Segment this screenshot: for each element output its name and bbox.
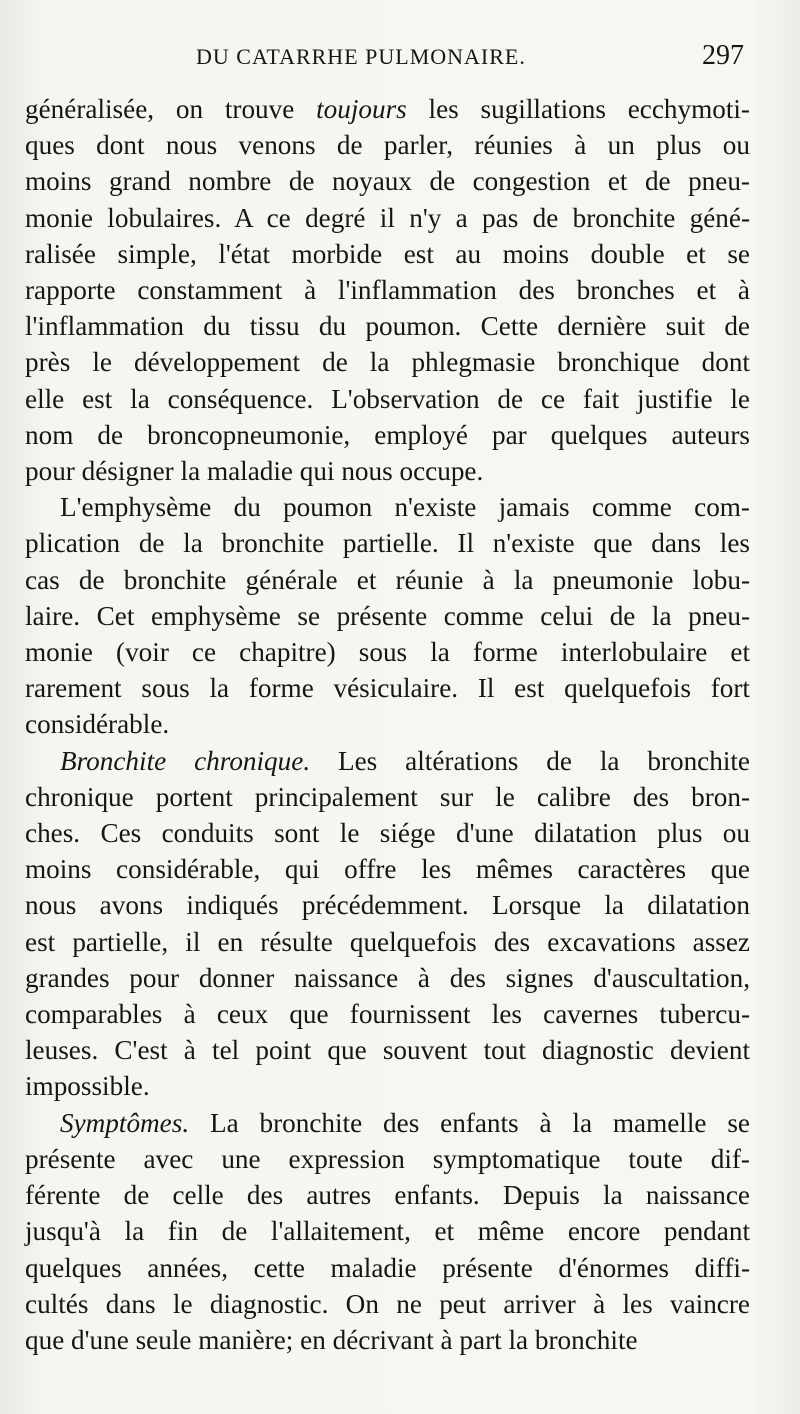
italic-term: Bronchite chronique. [60, 745, 311, 776]
text-line [25, 634, 750, 670]
line-text: cultés dans le diagnostic. On ne peut arriver à les vaincre [25, 1288, 750, 1319]
line-text: pour désigner la maladie qui nous occupe. [25, 456, 484, 487]
line-text: nom de broncopneumonie, employé par quelques auteurs [25, 419, 750, 450]
text-line [25, 960, 750, 996]
text-line [25, 743, 750, 779]
body-text [25, 91, 750, 1358]
line-text: présente avec une expression symptomatique toute dif- [25, 1143, 750, 1174]
line-text: jusqu'à la fin de l'allaitement, et même encore pendant [25, 1216, 750, 1247]
text-line [25, 1286, 750, 1322]
line-text: est partielle, il en résulte quelquefois des excavations assez [25, 926, 750, 957]
page-header [0, 40, 800, 80]
italic-term: toujours [316, 94, 407, 124]
line-text: que d'une seule manière; en décrivant à part la bronchite [25, 1324, 638, 1355]
line-text: comparables à ceux que fournissent les cavernes tubercu- [25, 999, 750, 1030]
line-text: nous avons indiqués précédemment. Lorsque la dilatation [25, 890, 750, 921]
text-line [25, 236, 750, 272]
text-line [25, 851, 750, 887]
text-line [25, 525, 750, 561]
text-line [25, 127, 750, 163]
text-line [25, 815, 750, 851]
line-text: L'emphysème du poumon n'existe jamais comme com- [60, 492, 750, 523]
line-text: considérable. [25, 709, 170, 740]
line-text: impossible. [25, 1071, 150, 1102]
text-line [25, 1105, 750, 1141]
italic-term: Symptômes. [60, 1107, 190, 1138]
line-text: plication de la bronchite partielle. Il n'existe que dans les [25, 528, 750, 559]
line-text: ralisée simple, l'état morbide est au moins double et se [25, 238, 750, 269]
text-line [25, 706, 750, 742]
line-text: généralisée, on trouve [25, 94, 317, 124]
page-number: 297 [702, 40, 744, 71]
text-line [25, 200, 750, 236]
text-line [25, 1322, 750, 1358]
line-text: moins considérable, qui offre les mêmes caractères que [25, 854, 750, 885]
line-text: les sugillations ecchymoti- [406, 94, 750, 124]
line-text: grandes pour donner naissance à des signes d'auscultation, [25, 962, 750, 993]
line-text: ques dont nous venons de parler, réunies à un plus ou [25, 130, 750, 161]
line-text: l'inflammation du tissu du poumon. Cette dernière suit de [25, 311, 750, 342]
text-line [25, 779, 750, 815]
paragraph [25, 743, 750, 1105]
paragraph [25, 489, 750, 742]
line-text: ches. Ces conduits sont le siége d'une dilatation plus ou [25, 818, 750, 849]
line-text: férente de celle des autres enfants. Depuis la naissance [25, 1180, 750, 1211]
running-title: DU CATARRHE PULMONAIRE. [196, 44, 526, 69]
line-text: monie lobulaires. A ce degré il n'y a pas de bronchite géné- [25, 202, 750, 233]
text-line [25, 344, 750, 380]
text-line [25, 924, 750, 960]
line-text: La bronchite des enfants à la mamelle se [189, 1107, 750, 1138]
text-line [25, 417, 750, 453]
line-text: moins grand nombre de noyaux de congestion et de pneu- [25, 166, 750, 197]
text-line [25, 453, 750, 489]
text-line [25, 308, 750, 344]
paragraph [25, 91, 750, 489]
text-line [25, 1213, 750, 1249]
line-text: chronique portent principalement sur le calibre des bron- [25, 781, 750, 812]
text-line [25, 381, 750, 417]
text-line [25, 1177, 750, 1213]
line-text: cas de bronchite générale et réunie à la pneumonie lobu- [25, 564, 750, 595]
text-line [25, 996, 750, 1032]
text-line [25, 598, 750, 634]
text-line [25, 272, 750, 308]
text-line [25, 1141, 750, 1177]
text-line [25, 562, 750, 598]
text-line [25, 1032, 750, 1068]
text-line [25, 91, 750, 127]
line-text: monie (voir ce chapitre) sous la forme interlobulaire et [25, 637, 750, 668]
line-text: Les altérations de la bronchite [310, 745, 750, 776]
line-text: elle est la conséquence. L'observation de ce fait justifie le [25, 383, 750, 414]
text-line [25, 1250, 750, 1286]
line-text: rarement sous la forme vésiculaire. Il est quelquefois fort [25, 673, 750, 704]
line-text: près le développement de la phlegmasie bronchique dont [25, 347, 750, 378]
paragraph [25, 1105, 750, 1358]
text-line [25, 670, 750, 706]
text-line [25, 489, 750, 525]
line-text: quelques années, cette maladie présente d'énormes diffi- [25, 1252, 750, 1283]
line-text: rapporte constamment à l'inflammation des bronches et à [25, 275, 750, 306]
line-text: laire. Cet emphysème se présente comme celui de la pneu- [25, 600, 750, 631]
line-text: leuses. C'est à tel point que souvent tout diagnostic devient [25, 1035, 750, 1066]
text-line [25, 887, 750, 923]
text-line [25, 163, 750, 199]
text-line [25, 1068, 750, 1104]
